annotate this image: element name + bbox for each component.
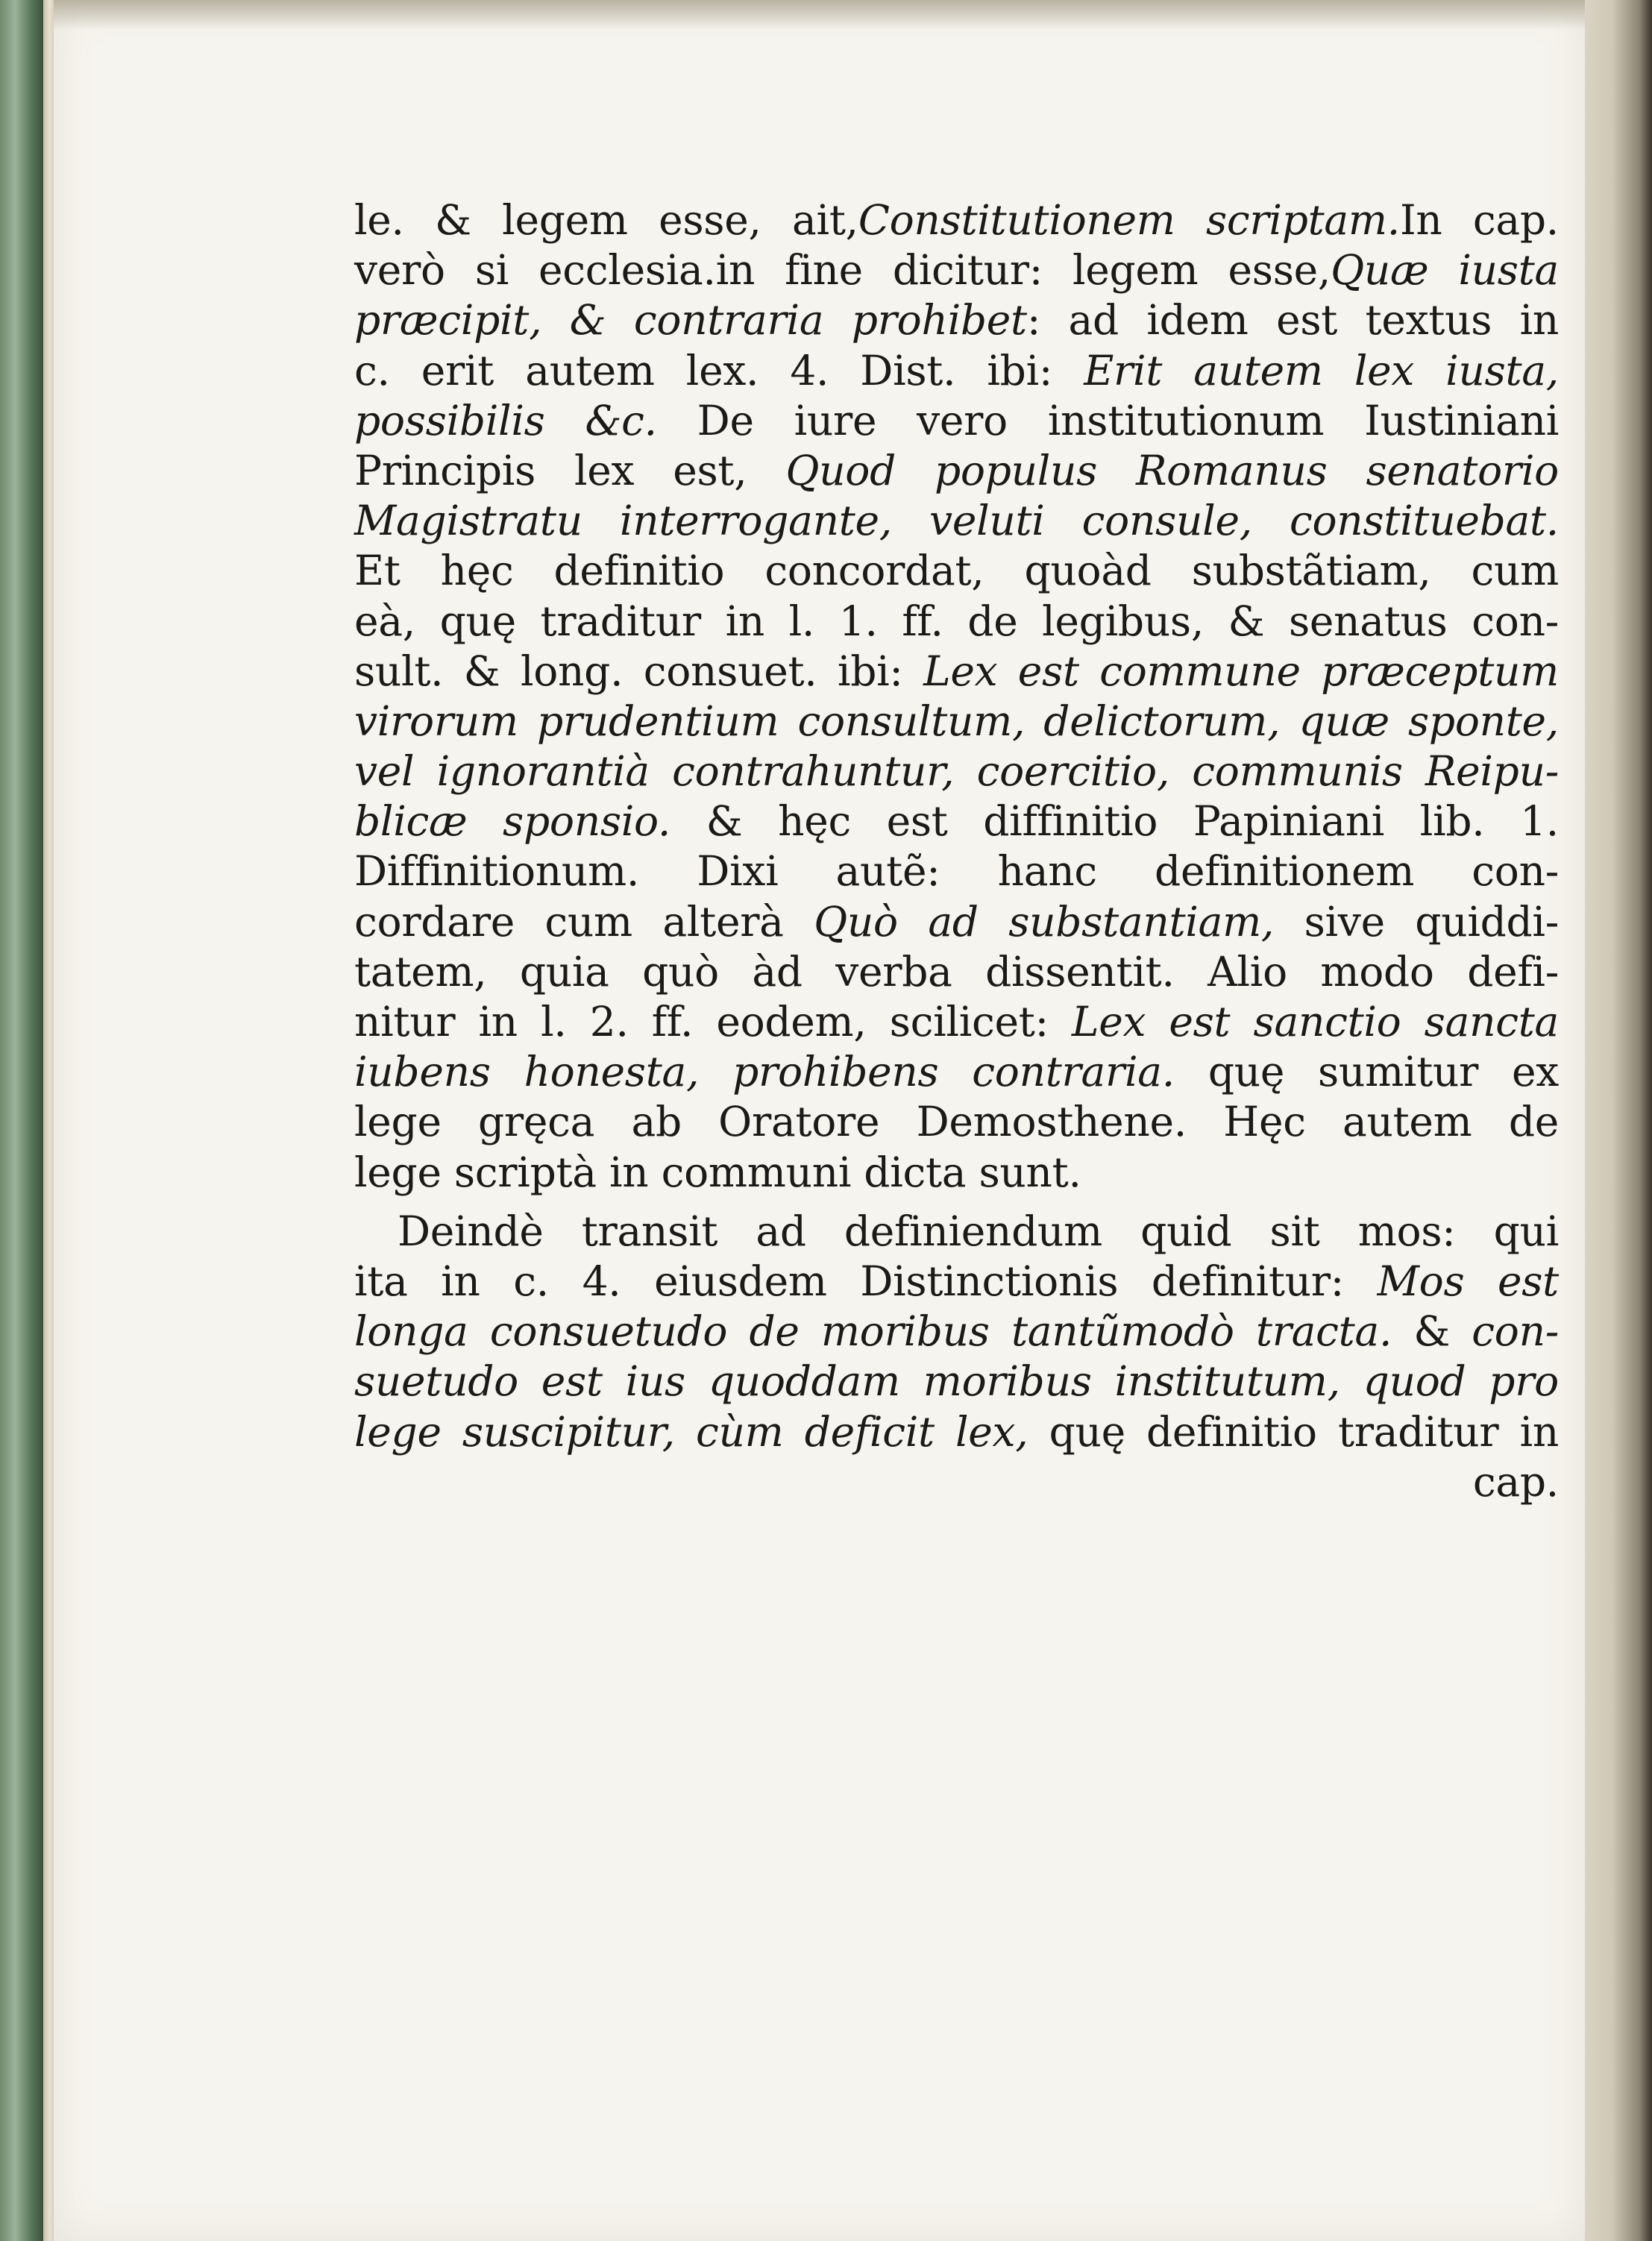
- roman-segment: tatem, quia quò àd verba dissentit. Alio modo defi-: [354, 947, 1559, 996]
- roman-segment: verò si ecclesia.in fine dicitur: legem esse,: [354, 246, 1331, 295]
- roman-segment: le. & legem esse, ait,: [354, 196, 858, 244]
- italic-segment: Lex est commune præceptum: [923, 647, 1559, 695]
- text-line: [354, 947, 1559, 997]
- italic-segment: suetudo est ius quoddam moribus institutum, quod pro: [354, 1357, 1559, 1406]
- text-line: [354, 1207, 1559, 1257]
- book-binding: [0, 0, 43, 2241]
- text-line: [354, 396, 1559, 446]
- roman-segment: Diffinitionum. Dixi autẽ: hanc definitionem con-: [354, 847, 1559, 896]
- text-line: [354, 1047, 1559, 1097]
- roman-segment: & hęc est diffinitio Papiniani lib. 1.: [670, 797, 1559, 846]
- italic-segment: blicæ sponsio.: [354, 797, 671, 846]
- text-line: [354, 796, 1559, 846]
- roman-segment: Principis lex est,: [354, 446, 786, 494]
- roman-segment: c. erit autem lex. 4. Dist. ibi:: [354, 346, 1084, 395]
- italic-segment: longa consuetudo de moribus tantũmodò tracta.: [354, 1307, 1392, 1356]
- roman-segment: lege gręca ab Oratore Demosthene. Hęc autem de: [354, 1098, 1559, 1146]
- roman-segment: De iure vero institutionum Iustiniani: [656, 396, 1559, 444]
- italic-segment: Quod populus Romanus senatorio: [785, 446, 1559, 494]
- text-line: [354, 1357, 1559, 1406]
- roman-segment: ita in c. 4. eiusdem Distinctionis definitur:: [354, 1257, 1378, 1305]
- roman-segment: lege scriptà in communi dicta sunt.: [354, 1148, 1081, 1196]
- italic-segment: Lex est sanctio sancta: [1072, 998, 1559, 1046]
- italic-segment: lege suscipitur, cùm deficit lex,: [354, 1407, 1028, 1456]
- roman-segment: eà, quę traditur in l. 1. ff. de legibus, & senatus con-: [354, 597, 1559, 645]
- text-line: [354, 747, 1559, 796]
- roman-segment: &: [1392, 1307, 1472, 1356]
- italic-segment: virorum prudentium consultum, delictorum, quæ sponte,: [354, 697, 1559, 745]
- roman-segment: cordare cum alterà: [354, 897, 814, 946]
- roman-segment: sive quiddi-: [1274, 897, 1560, 946]
- page-stack-edge: [1585, 0, 1652, 2241]
- roman-segment: Et hęc definitio concordat, quoàd substãtiam, cum: [354, 547, 1559, 595]
- italic-segment: Quæ iusta: [1331, 246, 1560, 295]
- text-line: [354, 597, 1559, 647]
- text-line: [354, 1097, 1559, 1147]
- italic-segment: vel ignorantià contrahuntur, coercitio, communis Reipu-: [354, 747, 1559, 796]
- page-top-shadow: [54, 0, 1585, 30]
- italic-segment: con-: [1472, 1307, 1559, 1356]
- italic-segment: iubens honesta, prohibens contraria.: [354, 1048, 1175, 1096]
- text-line: [354, 697, 1559, 747]
- text-line: [354, 446, 1559, 496]
- text-line: [354, 195, 1559, 245]
- catchword: cap.: [1472, 1457, 1559, 1506]
- text-line: [354, 496, 1559, 546]
- italic-segment: præcipit, & contraria prohibet: [354, 296, 1027, 345]
- roman-segment: Deindè transit ad definiendum quid sit mos: qui: [398, 1207, 1559, 1255]
- roman-segment: quę sumitur ex: [1174, 1048, 1559, 1096]
- text-line: [354, 1307, 1559, 1357]
- text-line: [354, 997, 1559, 1047]
- text-line: [354, 846, 1559, 896]
- text-line: [354, 897, 1559, 947]
- roman-segment: quę definitio traditur in: [1028, 1407, 1559, 1456]
- roman-segment: In cap.: [1399, 196, 1559, 244]
- roman-segment: nitur in l. 2. ff. eodem, scilicet:: [354, 998, 1072, 1046]
- text-line: [354, 346, 1559, 396]
- gutter-edge: [43, 0, 54, 2241]
- italic-segment: Constitutionem scriptam.: [858, 196, 1400, 244]
- italic-segment: Mos est: [1377, 1257, 1559, 1305]
- roman-segment: : ad idem est textus in: [1026, 296, 1559, 345]
- text-line: [354, 647, 1559, 697]
- roman-segment: sult. & long. consuet. ibi:: [354, 647, 924, 695]
- text-line: [354, 245, 1559, 295]
- italic-segment: Quò ad substantiam,: [814, 897, 1275, 946]
- text-line: [354, 1257, 1559, 1307]
- page-text-block: [354, 195, 1559, 1507]
- text-line: [354, 1148, 1559, 1198]
- text-line: [354, 546, 1559, 596]
- paragraph-gap: [354, 1198, 1559, 1207]
- italic-segment: possibilis &c.: [354, 396, 657, 444]
- text-line: [354, 295, 1559, 345]
- italic-segment: Erit autem lex iusta,: [1084, 346, 1559, 395]
- italic-segment: Magistratu interrogante, veluti consule, constituebat.: [354, 497, 1559, 545]
- text-line: [354, 1407, 1559, 1457]
